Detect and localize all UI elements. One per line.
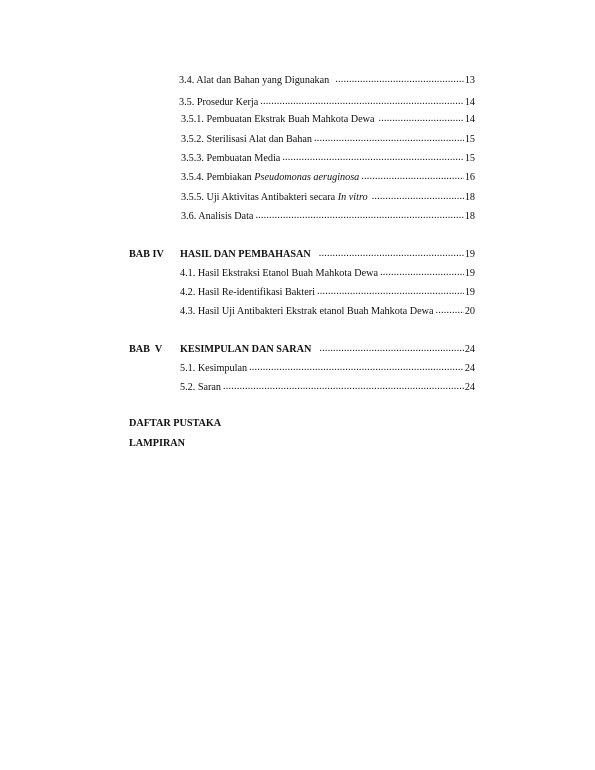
toc-entry-text: 4.2. Hasil Re-identifikasi Bakteri [180, 287, 315, 298]
toc-entry-text: 4.1. Hasil Ekstraksi Etanol Buah Mahkota Dewa [180, 268, 379, 279]
toc-entry-text: 3.5. Prosedur Kerja [179, 97, 259, 108]
toc-entry-text: 3.5.1. Pembuatan Ekstrak Buah Mahkota Dewa [181, 114, 375, 125]
toc-entry-4-1[interactable] [180, 266, 475, 282]
toc-entry-text-italic: In vitro [337, 192, 368, 203]
toc-leader-dots [372, 189, 464, 205]
toc-leader-dots [314, 131, 464, 147]
toc-page-number: 19 [464, 268, 475, 279]
toc-leader-dots [335, 72, 464, 88]
toc-page-number: 24 [464, 344, 475, 355]
toc-leader-dots [379, 111, 464, 127]
toc-page-number: 19 [464, 249, 475, 260]
toc-entry-4-3[interactable] [180, 304, 475, 320]
toc-page-number: 13 [464, 75, 475, 86]
toc-entry-text [181, 190, 368, 206]
toc-entry-5-1[interactable] [180, 361, 475, 377]
toc-page-number: 24 [464, 363, 475, 374]
toc-page-number: 15 [464, 134, 475, 145]
toc-page-number: 20 [464, 306, 475, 317]
toc-entry-3-5-2[interactable] [181, 132, 475, 148]
toc-entry-3-5-1[interactable] [181, 112, 475, 128]
toc-entry-3-4[interactable] [179, 73, 475, 89]
chapter-label-bab-iv: BAB IV [129, 249, 164, 260]
toc-page-number: 18 [464, 192, 475, 203]
toc-entry-text: 3.5.3. Pembuatan Media [181, 153, 281, 164]
toc-entry-3-5[interactable] [179, 95, 475, 111]
chapter-title: KESIMPULAN DAN SARAN [180, 344, 312, 355]
toc-leader-dots [319, 341, 463, 357]
toc-entry-3-5-3[interactable] [181, 151, 475, 167]
toc-entry-4-2[interactable] [180, 285, 475, 301]
toc-page-number: 24 [464, 382, 475, 393]
toc-entry-5-2[interactable] [180, 380, 475, 396]
toc-page-number: 15 [464, 153, 475, 164]
toc-leader-dots [317, 284, 464, 300]
toc-entry-text-prefix: 3.5.4. Pembiakan [181, 172, 255, 183]
toc-leader-dots [255, 208, 463, 224]
toc-page-number: 19 [464, 287, 475, 298]
toc-chapter-5[interactable] [180, 342, 475, 358]
toc-lampiran[interactable]: LAMPIRAN [129, 438, 186, 449]
chapter-title: HASIL DAN PEMBAHASAN [180, 249, 311, 260]
toc-page-number: 16 [464, 172, 475, 183]
toc-entry-text-prefix: 3.5.5. Uji Aktivitas Antibakteri secara [181, 192, 338, 203]
toc-leader-dots [319, 246, 464, 262]
toc-page-number: 14 [464, 97, 475, 108]
toc-entry-text: 5.1. Kesimpulan [180, 363, 248, 374]
toc-leader-dots [361, 169, 464, 185]
toc-page-number: 18 [464, 211, 475, 222]
toc-entry-text: 3.6. Analisis Data [181, 211, 254, 222]
toc-leader-dots [249, 360, 464, 376]
toc-entry-3-6[interactable] [181, 209, 475, 225]
chapter-label-bab-v: BAB V [129, 344, 163, 355]
toc-page-number: 14 [464, 114, 475, 125]
toc-entry-3-5-5[interactable] [181, 190, 475, 206]
toc-leader-dots [282, 150, 464, 166]
toc-entry-3-5-4[interactable] [181, 170, 475, 186]
toc-entry-text: 4.3. Hasil Uji Antibakteri Ekstrak etanol Buah Mahkota Dewa [180, 306, 434, 317]
toc-leader-dots [260, 94, 464, 110]
toc-entry-text-italic: Pseudomonas aeruginosa [254, 172, 360, 183]
toc-entry-text: 3.5.2. Sterilisasi Alat dan Bahan [181, 134, 313, 145]
toc-leader-dots [380, 265, 464, 281]
toc-leader-dots [436, 303, 464, 319]
toc-leader-dots [223, 379, 464, 395]
toc-entry-text [181, 170, 359, 186]
toc-entry-text: 3.4. Alat dan Bahan yang Digunakan [179, 75, 330, 86]
toc-daftar-pustaka[interactable]: DAFTAR PUSTAKA [129, 418, 222, 429]
toc-chapter-4[interactable] [180, 247, 475, 263]
toc-entry-text: 5.2. Saran [180, 382, 222, 393]
